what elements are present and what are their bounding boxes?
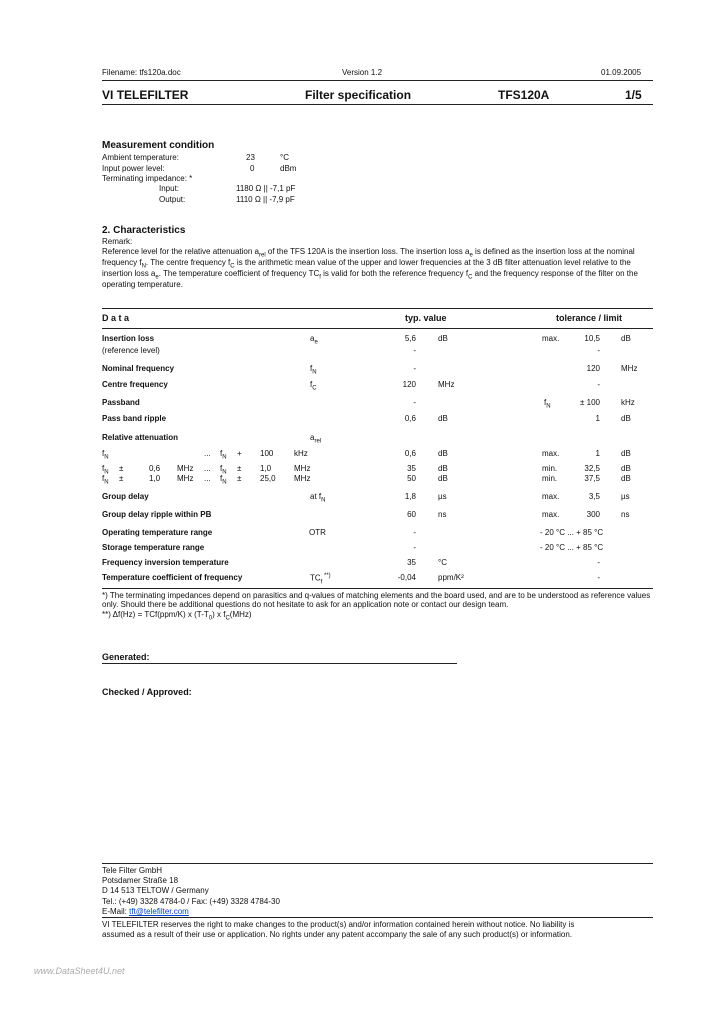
tol-range: - 20 °C ... + 85 °C [540, 543, 604, 552]
row-label: Operating temperature range [102, 528, 213, 537]
filename: Filename: tfs120a.doc [102, 68, 181, 77]
typ-unit: dB [438, 414, 448, 423]
range-f-start: $f_N$ [102, 449, 109, 461]
row-label: Relative attenuation [102, 433, 179, 442]
tol-mode: max. [542, 449, 560, 458]
typ-value: 5,6 [404, 334, 416, 343]
typ-value: - [413, 346, 416, 355]
footnote-1: *) The terminating impedances depend on parasitics and q-values of matching elements and the board used, and are to be understood as reference values [102, 591, 651, 600]
tol-value: 300 [586, 510, 600, 519]
typ-unit: MHz [438, 380, 455, 389]
tol-value: ± 100 [580, 398, 600, 407]
footer-rule-2 [102, 917, 653, 918]
range-f-end: $f_N$ [220, 464, 227, 476]
remark-label: Remark: [102, 237, 133, 246]
version: Version 1.2 [342, 68, 383, 77]
generated-line [102, 663, 457, 664]
tol-mode: max. [542, 334, 560, 343]
typ-unit: dB [438, 464, 448, 473]
range-op: ± [237, 474, 242, 483]
ambient-label: Ambient temperature: [102, 153, 179, 162]
footer-email-row [102, 907, 189, 916]
title-rule [102, 104, 653, 105]
range-val: 1,0 [149, 474, 161, 483]
range-unit: MHz [177, 464, 194, 473]
tol-mode: min. [542, 464, 558, 473]
generated-label: Generated: [102, 652, 150, 662]
row-symbol: $f_C$ [310, 380, 317, 392]
row-label: Nominal frequency [102, 364, 175, 373]
tol-value: 1 [595, 449, 600, 458]
row-label: Frequency inversion temperature [102, 558, 229, 567]
range-ellipsis: ... [204, 474, 211, 483]
row-symbol: at $f_N$ [310, 492, 326, 504]
range-unit: MHz [294, 464, 311, 473]
disclaimer-line-2: assumed as a result of their use or application. No rights under any patent accompany the sale of any such product(s) or information. [102, 930, 573, 939]
typ-value: 60 [407, 510, 416, 519]
footer-rule [102, 863, 653, 864]
remark-line-4: operating temperature. [102, 280, 183, 289]
tol-unit: MHz [621, 364, 638, 373]
company-title [102, 88, 188, 102]
input-label: Input: [159, 184, 180, 193]
tol-unit: µs [621, 492, 630, 501]
range-val: 25,0 [260, 474, 276, 483]
range-unit: MHz [177, 474, 194, 483]
typ-value: - [413, 398, 416, 407]
row-label: Centre frequency [102, 380, 168, 389]
disclaimer-line-1: VI TELEFILTER reserves the right to make changes to the product(s) and/or information contained herein without notice. No liability is [102, 920, 575, 929]
doc-type: Filter specification [305, 88, 412, 102]
page-number: 1/5 [625, 88, 642, 102]
typ-value: -0,04 [397, 573, 416, 582]
typ-value: 120 [402, 380, 416, 389]
footer-email-link[interactable]: tft@telefilter.com [129, 907, 189, 916]
tol-value: 37,5 [584, 474, 600, 483]
tol-value: 10,5 [584, 334, 600, 343]
col-data: D a t a [102, 313, 130, 323]
typ-unit: ppm/K² [438, 573, 464, 582]
tol-value: 3,5 [588, 492, 600, 501]
col-typ: typ. value [405, 313, 447, 323]
range-op: ± [119, 474, 124, 483]
watermark-text: www.DataSheet4U.net [34, 966, 125, 976]
remark-line-3: insertion loss $a_e$. The temperature coefficient of frequency $TC_f$ is valid for both the reference frequency $f_C$ and the frequency response of the filter on the [102, 269, 638, 281]
tol-mode: min. [542, 474, 558, 483]
company-logo-prefix: VI [102, 88, 114, 102]
tol-unit: dB [621, 414, 631, 423]
row-label: Temperature coefficient of frequency [102, 573, 243, 582]
tol-mode: $f_N$ [544, 398, 551, 410]
footer-company: Tele Filter GmbH [102, 866, 163, 875]
row-symbol: $a_e$ [310, 334, 318, 346]
col-tol: tolerance / limit [556, 313, 623, 323]
range-op: ± [119, 464, 124, 473]
header-rule [102, 80, 653, 81]
range-ellipsis: ... [204, 449, 211, 458]
typ-unit: dB [438, 334, 448, 343]
range-val: 1,0 [260, 464, 272, 473]
range-f-start: $f_N$ [102, 474, 109, 486]
characteristics-heading: 2. Characteristics [102, 225, 186, 236]
typ-value: 0,6 [404, 449, 416, 458]
tol-range: - 20 °C ... + 85 °C [540, 528, 604, 537]
tol-mode: max. [542, 510, 560, 519]
row-label: Passband [102, 398, 140, 407]
input-value: 1180 Ω || -7,1 pF [236, 184, 296, 193]
date: 01.09.2005 [601, 68, 642, 77]
row-symbol: $f_N$ [310, 364, 317, 376]
ambient-value: 23 [246, 153, 255, 162]
tol-unit: dB [621, 474, 631, 483]
range-ellipsis: ... [204, 464, 211, 473]
tol-value: 32,5 [584, 464, 600, 473]
footnote-2: only. Should there be additional questions do not hesitate to ask for an application note or contact our design team. [102, 600, 509, 609]
row-symbol: OTR [309, 528, 326, 537]
power-unit: dBm [280, 164, 297, 173]
row-symbol: $a_{rel}$ [310, 433, 322, 445]
typ-unit: µs [438, 492, 447, 501]
range-unit: kHz [294, 449, 308, 458]
footer-email-label: E-Mail: [102, 907, 127, 916]
power-label: Input power level: [102, 164, 165, 173]
tol-unit: kHz [621, 398, 635, 407]
typ-unit: dB [438, 449, 448, 458]
tol-value: - [597, 558, 600, 567]
tol-value: 1 [595, 414, 600, 423]
range-f-end: $f_N$ [220, 449, 227, 461]
footer-phone: Tel.: (+49) 3328 4784-0 / Fax: (+49) 3328 4784-30 [102, 897, 280, 906]
typ-unit: ns [438, 510, 447, 519]
tol-unit: dB [621, 464, 631, 473]
measurement-heading: Measurement condition [102, 140, 215, 151]
table-bottom-rule [102, 588, 653, 589]
term-label: Terminating impedance: * [102, 174, 193, 183]
tol-value: - [597, 346, 600, 355]
row-label: Group delay [102, 492, 149, 501]
remark-line-1: Reference level for the relative attenuation $a_{rel}$ of the TFS 120A is the insertion loss. The insertion loss $a_e$ is defined as the insertion loss at the nominal [102, 247, 635, 259]
row-label: (reference level) [102, 346, 160, 355]
range-val: 0,6 [149, 464, 161, 473]
range-val: 100 [260, 449, 274, 458]
typ-unit: °C [438, 558, 447, 567]
range-op: ± [237, 464, 242, 473]
typ-value: 35 [407, 558, 416, 567]
checked-label: Checked / Approved: [102, 687, 192, 697]
table-top-rule [102, 308, 653, 309]
footer-city: D 14 513 TELTOW / Germany [102, 886, 209, 895]
row-label: Group delay ripple within PB [102, 510, 212, 519]
range-op: + [237, 449, 242, 458]
tol-mode: max. [542, 492, 560, 501]
footnote-3: **) Δf(Hz) = TCf(ppm/K) x $(T-T_0)$ x $f_C(MHz)$ [102, 610, 252, 622]
tol-value: - [597, 573, 600, 582]
typ-value: - [413, 364, 416, 373]
range-f-end: $f_N$ [220, 474, 227, 486]
typ-value: 50 [407, 474, 416, 483]
row-symbol: $TC_f$ **) [310, 573, 331, 586]
output-value: 1110 Ω || -7,9 pF [236, 195, 295, 204]
row-label: Storage temperature range [102, 543, 205, 552]
row-label: Pass band ripple [102, 414, 167, 423]
part-number: TFS120A [498, 88, 550, 102]
remark-line-2: frequency $f_N$. The centre frequency $f_C$ is the arithmetic mean value of the upper and lower frequencies at the 3 dB filter attenuation level relative to the [102, 258, 631, 270]
company-name: TELEFILTER [116, 88, 189, 102]
typ-value: 0,6 [404, 414, 416, 423]
table-header-rule [102, 328, 653, 329]
typ-value: - [413, 543, 416, 552]
ambient-unit: °C [280, 153, 289, 162]
tol-value: - [597, 380, 600, 389]
row-label: Insertion loss [102, 334, 155, 343]
tol-unit: dB [621, 334, 631, 343]
tol-value: 120 [586, 364, 600, 373]
typ-value: - [413, 528, 416, 537]
typ-value: 35 [407, 464, 416, 473]
footer-street: Potsdamer Straße 18 [102, 876, 179, 885]
tol-unit: dB [621, 449, 631, 458]
range-unit: MHz [294, 474, 311, 483]
typ-value: 1,8 [404, 492, 416, 501]
range-f-start: $f_N$ [102, 464, 109, 476]
power-value: 0 [250, 164, 255, 173]
typ-unit: dB [438, 474, 448, 483]
tol-unit: ns [621, 510, 630, 519]
output-label: Output: [159, 195, 186, 204]
